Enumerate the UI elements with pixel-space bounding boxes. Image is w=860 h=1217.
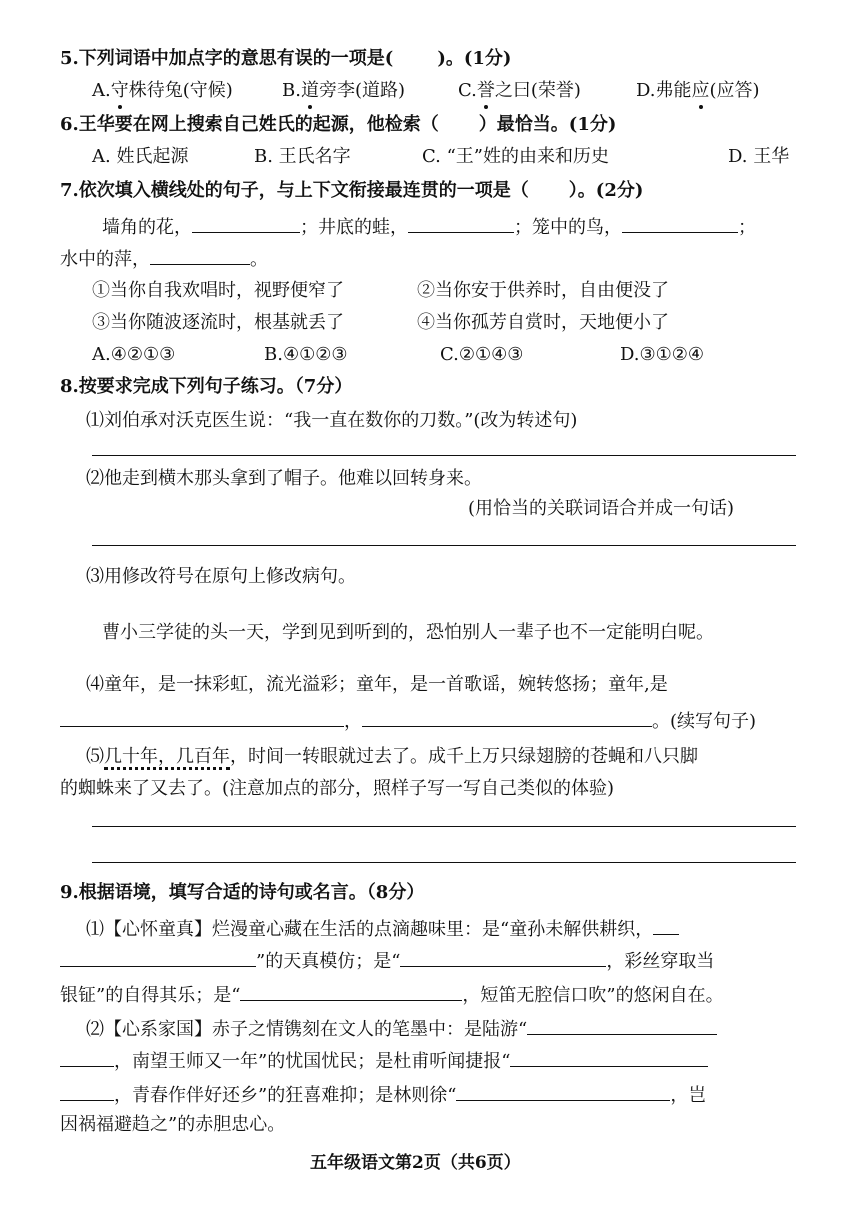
- page-footer: 五年级语文第2页（共6页）: [310, 1153, 521, 1173]
- q8-part5-dotted-words: 几十年，几百年: [104, 746, 230, 770]
- q6-option-b[interactable]: B. 王氏名字: [254, 146, 351, 167]
- q8-part2: ⑵他走到横木那头拿到了帽子。他难以回转身来。: [86, 468, 482, 489]
- q5-stem: 5.下列词语中加点字的意思有误的一项是( )。(1分): [60, 48, 512, 69]
- q9-part2-blank-3[interactable]: [456, 1080, 670, 1101]
- q7-passage-line2: 水中的萍， 。: [60, 244, 268, 273]
- q8-part2-answer-line[interactable]: [92, 545, 796, 546]
- q7-passage-line1: 墙角的花， ；井底的蛙， ；笼中的鸟， ；: [102, 212, 756, 241]
- q7-option-a[interactable]: A.④②①③: [92, 344, 176, 365]
- q9-part2-blank-1a[interactable]: [527, 1014, 717, 1035]
- q6-option-c[interactable]: C. “王”姓的由来和历史: [422, 146, 609, 167]
- q8-stem: 8.按要求完成下列句子练习。（7分）: [60, 376, 353, 397]
- q7-choice-2: ②当你安于供养时，自由便没了: [417, 280, 669, 301]
- q9-part1-line3: 银钲”的自得其乐；是“ ，短笛无腔信口吹”的悠闲自在。: [60, 980, 724, 1009]
- q9-part1-blank-1a[interactable]: [653, 914, 679, 935]
- q8-part4: ⑷童年，是一抹彩虹，流光溢彩；童年，是一首歌谣，婉转悠扬；童年,是: [86, 674, 668, 695]
- q9-part2-line2: ，南望王师又一年”的忧国忧民；是杜甫听闻捷报“: [60, 1046, 708, 1075]
- q8-part5-answer-line-1[interactable]: [92, 826, 796, 827]
- q5-options: [92, 78, 760, 104]
- q8-part4-blank-1[interactable]: [60, 706, 344, 727]
- q7-choice-1: ①当你自我欢唱时，视野便窄了: [92, 280, 344, 301]
- q8-part4-answer: ， 。(续写句子): [60, 706, 756, 735]
- q8-part5-answer-line-2[interactable]: [92, 862, 796, 863]
- q7-option-b[interactable]: B.④①②③: [264, 344, 348, 365]
- q8-part5-line2: 的蜘蛛来了又去了。(注意加点的部分，照样子写一写自己类似的体验): [60, 778, 615, 799]
- q7-option-c[interactable]: C.②①④③: [440, 344, 524, 365]
- q6-option-d[interactable]: D. 王华: [728, 146, 790, 167]
- q7-choice-4: ④当你孤芳自赏时，天地便小了: [417, 312, 669, 333]
- q8-part1: ⑴刘伯承对沃克医生说：“我一直在数你的刀数。”(改为转述句): [86, 410, 578, 431]
- q9-part2-line1: ⑵【心系家国】赤子之情镌刻在文人的笔墨中：是陆游“: [86, 1014, 717, 1043]
- q8-part3-sentence[interactable]: 曹小三学徒的头一天，学到见到听到的，恐怕别人一辈子也不一定能明白呢。: [102, 622, 714, 643]
- q5-option-b[interactable]: B.道旁李(道路): [282, 78, 458, 104]
- q7-blank-1[interactable]: [192, 212, 300, 233]
- q6-stem: 6.王华要在网上搜索自己姓氏的起源，他检索（ ）最恰当。(1分): [60, 114, 617, 135]
- q7-options: [92, 342, 704, 368]
- q6-option-a[interactable]: A. 姓氏起源: [92, 146, 189, 167]
- q9-part1-blank-2[interactable]: [400, 946, 606, 967]
- q5-option-a[interactable]: A.守株待兔(守候): [92, 78, 282, 104]
- q9-part1-line1: ⑴【心怀童真】烂漫童心藏在生活的点滴趣味里：是“童孙未解供耕织，: [86, 914, 679, 943]
- q9-part1-blank-1b[interactable]: [60, 946, 256, 967]
- q8-part4-blank-2[interactable]: [362, 706, 652, 727]
- q7-choice-3: ③当你随波逐流时，根基就丢了: [92, 312, 344, 333]
- q9-part2-blank-1b[interactable]: [60, 1046, 114, 1067]
- q9-part2-blank-2a[interactable]: [510, 1046, 708, 1067]
- q9-stem: 9.根据语境，填写合适的诗句或名言。（8分）: [60, 882, 425, 903]
- q8-part5: ⑸几十年，几百年，时间一转眼就过去了。成千上万只绿翅膀的苍蝇和八只脚: [86, 744, 698, 770]
- q9-part1-line2: ”的天真模仿；是“ ，彩丝穿取当: [60, 946, 714, 975]
- q7-stem: 7.依次填入横线处的句子，与上下文衔接最连贯的一项是（ ）。(2分): [60, 180, 644, 201]
- q7-choices-row2: [92, 310, 669, 336]
- q9-part2-line3: ，青春作伴好还乡”的狂喜难抑；是林则徐“ ，岂: [60, 1080, 706, 1109]
- q8-part1-answer-line[interactable]: [92, 455, 796, 456]
- q7-blank-4[interactable]: [150, 244, 250, 265]
- q7-option-d[interactable]: D.③①②④: [620, 344, 705, 365]
- q7-blank-3[interactable]: [622, 212, 738, 233]
- q9-part1-blank-3[interactable]: [240, 980, 462, 1001]
- q5-option-c[interactable]: C.誉之曰(荣誉): [458, 78, 636, 104]
- q7-blank-2[interactable]: [408, 212, 514, 233]
- q7-choices-row1: [92, 278, 669, 304]
- q9-part2-line4: 因祸福避趋之”的赤胆忠心。: [60, 1114, 286, 1135]
- q8-part2-requirement: (用恰当的关联词语合并成一句话): [468, 498, 735, 519]
- q9-part2-blank-2b[interactable]: [60, 1080, 114, 1101]
- q6-options: [92, 144, 789, 170]
- q8-part3: ⑶用修改符号在原句上修改病句。: [86, 566, 356, 587]
- q5-option-d[interactable]: D.弗能应(应答): [636, 78, 760, 104]
